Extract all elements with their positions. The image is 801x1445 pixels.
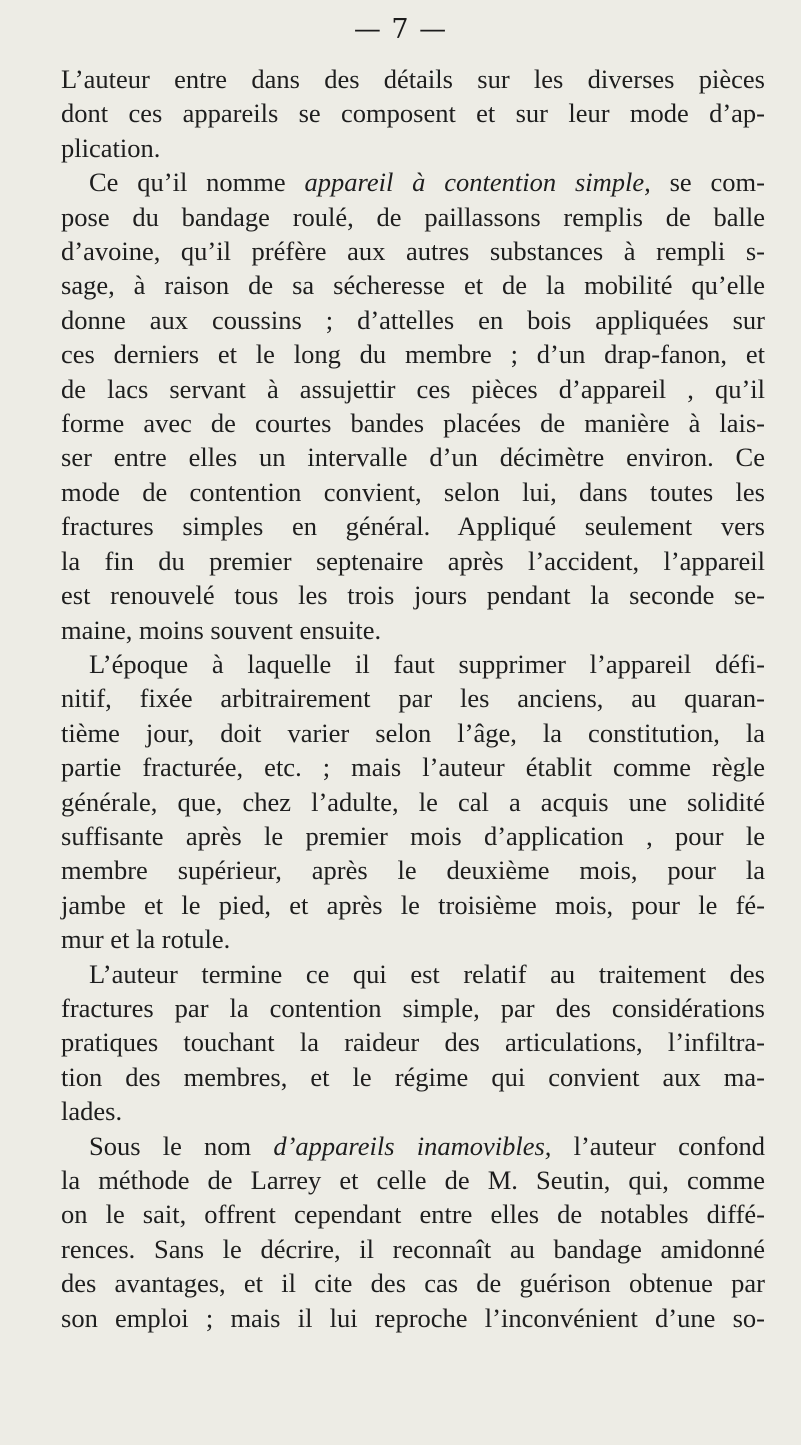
text-line [61, 165, 765, 199]
text-line [61, 1129, 765, 1163]
text-line: des avantages, et il cite des cas de guérison obtenue par [61, 1268, 765, 1299]
text-line: sage, à raison de sa sécheresse et de la mobilité qu’elle [61, 270, 765, 301]
text-line: d’avoine, qu’il préfère aux autres substances à rempli s- [61, 236, 765, 267]
text-line: maine, moins souvent ensuite. [61, 614, 382, 645]
text-line: la méthode de Larrey et celle de M. Seutin, qui, comme [61, 1165, 765, 1195]
text-line: lades. [61, 1096, 123, 1127]
text-line: fractures par la contention simple, par des considérations [61, 992, 765, 1023]
text-line: son emploi ; mais il lui reproche l’inconvénient d’une so- [61, 1302, 765, 1333]
text-line: L’auteur entre dans des détails sur les diverses pièces [61, 64, 765, 94]
text-line: pose du bandage roulé, de paillassons remplis de balle [61, 201, 765, 232]
page-number: — 7 — [353, 14, 448, 45]
body-text [61, 62, 765, 1335]
text-line: générale, que, chez l’adulte, le cal a acquis une solidité [61, 786, 765, 817]
text-line: dont ces appareils se composent et sur leur mode d’ap- [61, 98, 765, 129]
text-line: fractures simples en général. Appliqué seulement vers [61, 511, 765, 542]
text-line: jambe et le pied, et après le troisième mois, pour le fé- [61, 889, 765, 920]
text-line: pratiques touchant la raideur des articulations, l’infiltra- [61, 1027, 765, 1058]
text-line: L’auteur termine ce qui est relatif au traitement des [89, 958, 765, 989]
text-segment: Ce qu’il nomme [89, 167, 305, 198]
text-line: nitif, fixée arbitrairement par les anciens, au quaran- [61, 683, 765, 714]
text-line: partie fracturée, etc. ; mais l’auteur établit comme règle [61, 752, 765, 783]
italic-term: d’appareils inamovibles, [273, 1130, 552, 1161]
italic-term: appareil à contention simple, [304, 167, 651, 198]
text-line: mode de contention convient, selon lui, dans toutes les [61, 476, 765, 507]
text-segment: l’auteur confond [551, 1130, 765, 1161]
text-line: suffisante après le premier mois d’application , pour le [61, 820, 765, 851]
text-segment: se com- [650, 167, 765, 198]
text-line: donne aux coussins ; d’attelles en bois appliquées sur [61, 304, 765, 335]
text-line: la fin du premier septenaire après l’accident, l’appareil [61, 545, 765, 576]
text-line: mur et la rotule. [61, 924, 231, 955]
text-segment: Sous le nom [89, 1130, 274, 1161]
text-line: rences. Sans le décrire, il reconnaît au bandage amidonné [61, 1233, 765, 1264]
text-line: membre supérieur, après le deuxième mois, pour la [61, 855, 765, 886]
text-line: forme avec de courtes bandes placées de manière à lais- [61, 408, 765, 439]
text-line: tion des membres, et le régime qui convient aux ma- [61, 1061, 765, 1092]
text-line: on le sait, offrent cependant entre elles de notables diffé- [61, 1199, 765, 1230]
text-line: plication. [61, 132, 161, 163]
text-line: L’époque à laquelle il faut supprimer l’appareil défi- [89, 648, 765, 679]
text-line: ces derniers et le long du membre ; d’un drap-fanon, et [61, 339, 765, 370]
text-line: est renouvelé tous les trois jours pendant la seconde se- [61, 580, 765, 611]
text-line: ser entre elles un intervalle d’un décimètre environ. Ce [61, 442, 765, 473]
text-line: de lacs servant à assujettir ces pièces d’appareil , qu’il [61, 373, 765, 404]
text-line: tième jour, doit varier selon l’âge, la constitution, la [61, 717, 765, 748]
